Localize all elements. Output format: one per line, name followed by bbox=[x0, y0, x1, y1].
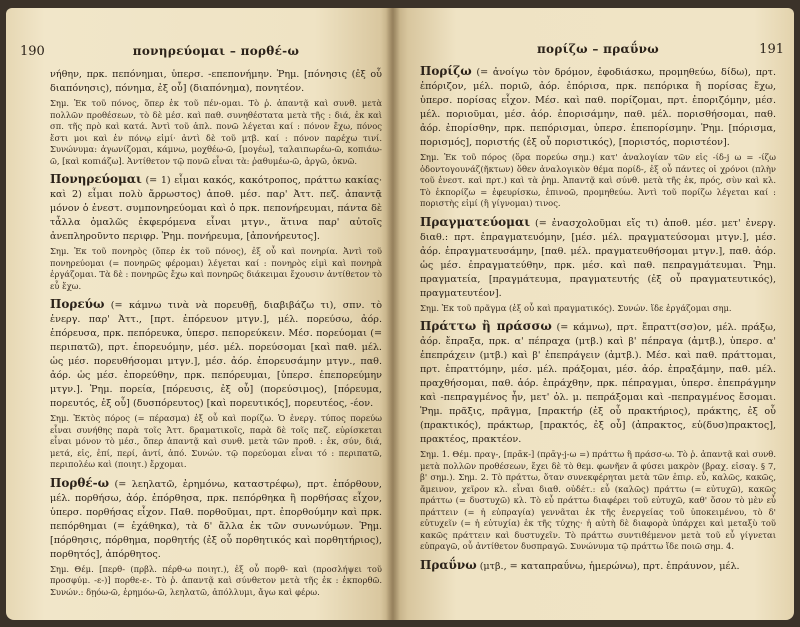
entry-note: Σημ. 1. Θέμ. πραγ-, [πρᾱκ-] (πρᾱγ-j-ω =) πράττω ἢ πράσσ-ω. Τὸ ῥ. ἀπαντᾷ καὶ συνθ. μετὰ πολλῶν προθέσεων, ἔχει δὲ τὸ θεμ. φωνῆεν ᾱ φύσει μακρὸν (βραχ. εἰσαγ. § 7, β' σημ.). Σημ. 2. Τὸ πράττω, ὅταν συνεκφέρηται μετὰ τῶν ἐπιρ. εὖ, καλῶς, κακῶς, ἄμεινον, χεῖρον κλ. εἶναι διαθ. οὐδέτ.: εὖ (καλῶς) πράττω (= εὐτυχῶ), κακῶς πράττω (= δυστυχῶ) κλ. Τὸ εὖ πράττω διαφέρει τοῦ εὐτυχῶ, καθ' ὅσον τὸ μὲν εὖ πράττειν (= ἡ εὐπραγία) γεννᾶται ἐκ τῆς ἐνεργείας τοῦ ὑποκειμένου, τὸ δ' εὐτυχεῖν (= ἡ εὐτυχία) ἐκ τῆς τύχης· ἡ αὐτὴ δὲ διαφορὰ ὑπάρχει καὶ μεταξὺ τοῦ κακῶς πράττειν καὶ δυστυχεῖν. Τὸ πράττω συντιθέμενον μετὰ τοῦ εὖ γίγνεται εὐπραγῶ, οὗ ἀντίθετον δυσπραγῶ. Συνώνυμα τῷ πράττω ἴδε ποιῶ σημ. 4. bbox=[420, 449, 776, 551]
entry-note: Σημ. Ἐκ τοῦ πόνος, ὅπερ ἐκ τοῦ πέν-ομαι. Τὸ ῥ. ἀπαντᾷ καὶ συνθ. μετὰ πολλῶν προθέσεων, τὸ δὲ μέσ. καὶ παθ. συνηθέστατα μετὰ τῆς : διά, ἐκ καὶ σπ. τῆς πρὸ καὶ κατά. Ἀντὶ τοῦ ἀπλ. πονῶ λέγεται καί : πόνον ἔχω, πόνος ἔστι μοι καὶ ἐν πόνῳ εἰμί· ἀντὶ δὲ τοῦ μτβ. καί : πόνον παρέχω τινί. Συνώνυμα: ἀγωνίζομαι, κάμνω, μοχθέω-ῶ, [μογέω], ταλαιπωρέω-ῶ, κοπιάω-ῶ, [καὶ κοπιάζω]. Ἀντίθετον τῷ πονῶ εἶναι τὰ: ῥαθυμέω-ῶ, ἀργῶ, ὀκνῶ. bbox=[50, 98, 382, 166]
entry-headword: Πορεύω bbox=[50, 297, 105, 311]
dictionary-entry bbox=[50, 297, 382, 471]
entry-headword: Πονηρεύομαι bbox=[50, 172, 142, 186]
entry-note: Σημ. Ἐκ τοῦ πρᾶγμα (ἐξ οὗ καὶ πραγματικός). Συνών. ἴδε ἐργάζομαι σημ. bbox=[420, 302, 732, 313]
entry-text: νήθην, πρκ. πεπόνημαι, ὑπερσ. -επεπονήμην. Ῥημ. [πόνησις (ἐξ οὗ διαπόνησις), πόνημα, ἐξ οὗ] (διαπόνημα), πονητέον. bbox=[50, 69, 382, 94]
left-page bbox=[6, 8, 392, 620]
entry-text: (= κάμνω τινὰ νὰ πορευθῇ, διαβιβάζω τι), σπν. τὸ ἐνεργ. παρ' Ἀττ., [πρτ. ἐπόρευον μτγν.], μέλ. πορεύσω, ἀόρ. ἐπόρευσα, πρκ. πεπόρευκα, ὑπερσ. πεπορεύκειν. Μέσ. πορεύομαι (= περιπατῶ), πρτ. ἐπορευόμην, μέσ. μέλ. πορεύσομαι [καὶ παθ. μέλ. ὡς μέσ. πορευθήσομαι μτγν.], μέσ. ἀόρ. ἐπορευσάμην μτγν., παθ. ἀόρ. ὡς μέσ. ἐπορεύθην, πρκ. πεπόρευμαι, [ὑπερσ. ἐπεπορεύμην μτγν.]. Ῥημ. πορεία, [πόρευσις, ἐξ οὗ] (πορεύσιμος), [πόρευμα, πορευτός, ἐξ οὗ] (δυσπόρευτος) [καὶ πορευτικός], πορευτέος, -έον. bbox=[50, 300, 382, 409]
entry-note: Σημ. Ἐκ τοῦ πόρος (ὅρα πορεύω σημ.) κατ' ἀναλογίαν τῶν εἰς -ίδ-j ω = -ίζω ὀδοντογουνάζ(ῆκτων) ὅθεν ἀναλογικὸν θέμα πορίδ-, ἐξ οὗ πάντες οἱ χρόνοι (πλὴν τοῦ ἐνεστ. καὶ πρτ.) καὶ τὰ ῥημ. Ἀπαντᾷ καὶ σύνθ. μετὰ τῆς ἐκ, πρός, σὺν καὶ κλ. Τὸ ἐκπορίζω = ἐφευρίσκω, ἐπινοῶ, προμηθεύω. Ἀντὶ τοῦ πορίζω λέγεται καί : ποριστὴς εἰμί (ἢ γίγνομαι) τινος. bbox=[420, 152, 776, 208]
entry-text: (= 1) εἶμαι κακός, κακότροπος, πράττω κακίας· καὶ 2) εἶμαι πολὺ ἄρρωστος) ἀποθ. μέσ. παρ' Ἀττ. πεζ. ἀπαντᾷ μόνον ὁ ἐνεστ. συμπονηρεύομαι καὶ ὁ πρκ. πεπονήρευμαι, πάντα δὲ τἆλλα ὁμαλῶς ἐκφερόμενα εἶναι μτγν., ἅτινα παρ' αὐτοῖς ἀνεπληροῦντο περιφρ. Ῥημ. πονήρευμα, [ἀπονήρευτος]. bbox=[50, 175, 382, 242]
dictionary-entry bbox=[420, 558, 776, 574]
running-head bbox=[20, 44, 382, 62]
right-page bbox=[392, 8, 794, 620]
dictionary-entry bbox=[420, 215, 776, 315]
entry-body bbox=[50, 476, 382, 562]
entry-note: Σημ. Θέμ. [περθ- (πρβλ. πέρθ-ω ποιητ.), ἐξ οὗ πορθ- καὶ (προσλήψει τοῦ προσφύμ. -ε-)] πορθε-ε-. Τὸ ῥ. ἀπαντᾷ καὶ σύνθετον μετὰ τῆς ἐκ : ἐκπορθῶ. Συνών.: δῃόω-ῶ, ἐρημόω-ῶ, λεηλατῶ, ἀπόλλυμι, ἄγω καὶ φέρω. bbox=[50, 563, 382, 597]
entry-body bbox=[50, 172, 382, 244]
entry-body bbox=[420, 64, 776, 150]
entry-headword: Πράττω ἢ πράσσω bbox=[420, 319, 552, 333]
dictionary-entry bbox=[420, 64, 776, 210]
entry-text: (μτβ., = καταπραΰνω, ἡμερώνω), πρτ. ἐπράυνον, μέλ. bbox=[479, 560, 740, 572]
entry-body bbox=[50, 297, 382, 411]
entry-body bbox=[50, 66, 382, 96]
entry-body bbox=[420, 558, 776, 574]
dictionary-entry bbox=[420, 319, 776, 553]
running-head bbox=[420, 42, 784, 60]
entry-note: Σημ. Ἐκ τοῦ πονηρὸς (ὅπερ ἐκ τοῦ πόνος), ἐξ οὗ καὶ πονηρία. Ἀντὶ τοῦ πονηρεύομαι (= πονηρῶς φέρομαι) λέγεται καί : πονηρὸς εἰμὶ καὶ πονηρὰ ἐργάζομαι. Τὰ δὲ : πονηρῶς ἔχω καὶ πονηρῶς διάκειμαι ἔχουσιν ἀντίθετον τὸ εὖ ἔχω. bbox=[50, 246, 382, 291]
dictionary-entry bbox=[50, 172, 382, 292]
entry-text: (= ἐνασχολοῦμαι εἴς τι) ἀποθ. μέσ. μετ' ἐνεργ. διαθ.: πρτ. ἐπραγματευόμην, [μέσ. μέλ. πραγματεύσομαι μτγν.], μέσ. ἀόρ. ἐπραγματευσάμην, [παθ. μέλ. πραγματευθήσομαι μτγν.], παθ. ἀόρ. ὡς μέσ. ἐπραγματεύθην, πρκ. μέσ. καὶ παθ. πεπραγμάτευμαι. Ῥημ. πραγματεία, [πραγμάτευμα, πραγματευτής (ἐξ οὗ πραγματευτικός), πραγματευτέον]. bbox=[420, 217, 776, 299]
running-head-title: πορίζω – πραΰνω bbox=[536, 42, 660, 56]
entry-body bbox=[420, 319, 776, 447]
entry-headword: Πραγματεύομαι bbox=[420, 214, 531, 229]
dictionary-entry bbox=[50, 66, 382, 167]
page-number: 191 bbox=[759, 42, 784, 57]
entry-text: (= λεηλατῶ, ἐρημόνω, καταστρέφω), πρτ. ἐπόρθουν, μέλ. πορθήσω, ἀόρ. ἐπόρθησα, πρκ. πεπόρθηκα ἢ πορθήσας εἶχον, ὑπερσ. πορθήσας εἶχον. Παθ. πορθοῦμαι, πρτ. ἐπορθούμην καὶ πρκ. πεπόρθημαι (= ἐχάθηκα), τὰ δ' ἄλλα ἐκ τῶν συνωνύμων. Ῥημ. [πόρθησις, πόρθημα, πορθητής (ἐξ οὗ πορθητικός καὶ πορθητήριος), πορθητός], ἀπόρθητος. bbox=[50, 478, 382, 560]
entry-text: (= κάμνω), πρτ. ἔπραττ(σσ)ον, μέλ. πράξω, ἀόρ. ἔπραξα, πρκ. α' πέπραχα (μτβ.) καὶ β' πέπραγα (ἀμτβ.), ὑπερσ. α' ἐπεπράχειν (μτβ.) καὶ β' ἐπεπράγειν (ἀμτβ.). Μέσ. καὶ παθ. πράττομαι, πρτ. ἐπραττόμην, μέσ. μέλ. πράξομαι, μέσ. ἀόρ. ἐπραξάμην, παθ. μέλ. πραχθήσομαι, παθ. ἀόρ. ἐπράχθην, πρκ. πέπραγμαι, ὑπερσ. ἐπεπράγμην καὶ -πεπραγμένος ἦν, μετ' ὀλ. μ. πεπράξομαι καὶ -πεπραγμένος ἔσομαι. Ῥημ. πρᾶξις, πρᾶγμα, [πρακτήρ (ἐξ οὗ πρακτήριος), πράκτης, ἐξ οὗ (πρακτικός), πράκτωρ, [πρακτός, ἐξ οὗ] (ἀπρακτος, εὐ(δυσ)πρακτος], πρακτέος, πρακτέον. bbox=[420, 322, 776, 445]
entry-body bbox=[420, 215, 776, 301]
entry-headword: Πορθέ-ω bbox=[50, 475, 110, 490]
entry-note: Σημ. Ἐκτὸς πόρος (= πέρασμα) ἐξ οὗ καὶ πορίζω. Ὁ ἐνεργ. τύπος πορεύω εἶναι συνήθης παρὰ τοῖς Ἀττ. δραματικοῖς, παρὰ δὲ τοῖς πεζ. εὑρίσκεται εἶναι μόνον τὸ μέσ., ὅπερ ἀπαντᾷ καὶ συνθ. μετὰ τῶν προθ. : ἐκ, σύν, διά, μετά, εἰς, ἐπί, περί, ἀντί, ἀπό. Συνών. τῷ πορεύομαι εἶναι τό : περιπατῶ, περιπολέω καὶ (ποιητ.) ἔρχομαι. bbox=[50, 413, 382, 469]
entry-headword: Πορίζω bbox=[420, 64, 472, 78]
running-head-title: πονηρεύομαι – πορθέ-ω bbox=[132, 44, 300, 58]
entry-headword: Πραΰνω bbox=[420, 557, 477, 572]
page-number: 190 bbox=[20, 44, 45, 59]
entry-text: (= ἀνοίγω τὸν δρόμον, ἐφοδιάσκω, προμηθεύω, δίδω), πρτ. ἐπόριζον, μέλ. ποριῶ, ἀόρ. ἐπόρισα, πρκ. πεπόρικα ἢ πορίσας ἔχω, ὑπερσ. πορίσας εἶχον. Μέσ. καὶ παθ. πορίζομαι, πρτ. ἐποριζόμην, μέσ. μέλ. ποριοῦμαι, μέσ. ἀόρ. ἐπορισάμην, παθ. μέλ. πορισθήσομαι, παθ. ἀόρ. ἐπορίσθην, πρκ. πεπόρισμαι, ὑπερσ. ἐπεπορίσμην. Ῥημ. [πόρισμα, πορισμός], ποριστής (ἐξ οὗ ποριστικός), [ποριστός, ποριστέον]. bbox=[420, 67, 776, 148]
dictionary-entry bbox=[50, 476, 382, 599]
